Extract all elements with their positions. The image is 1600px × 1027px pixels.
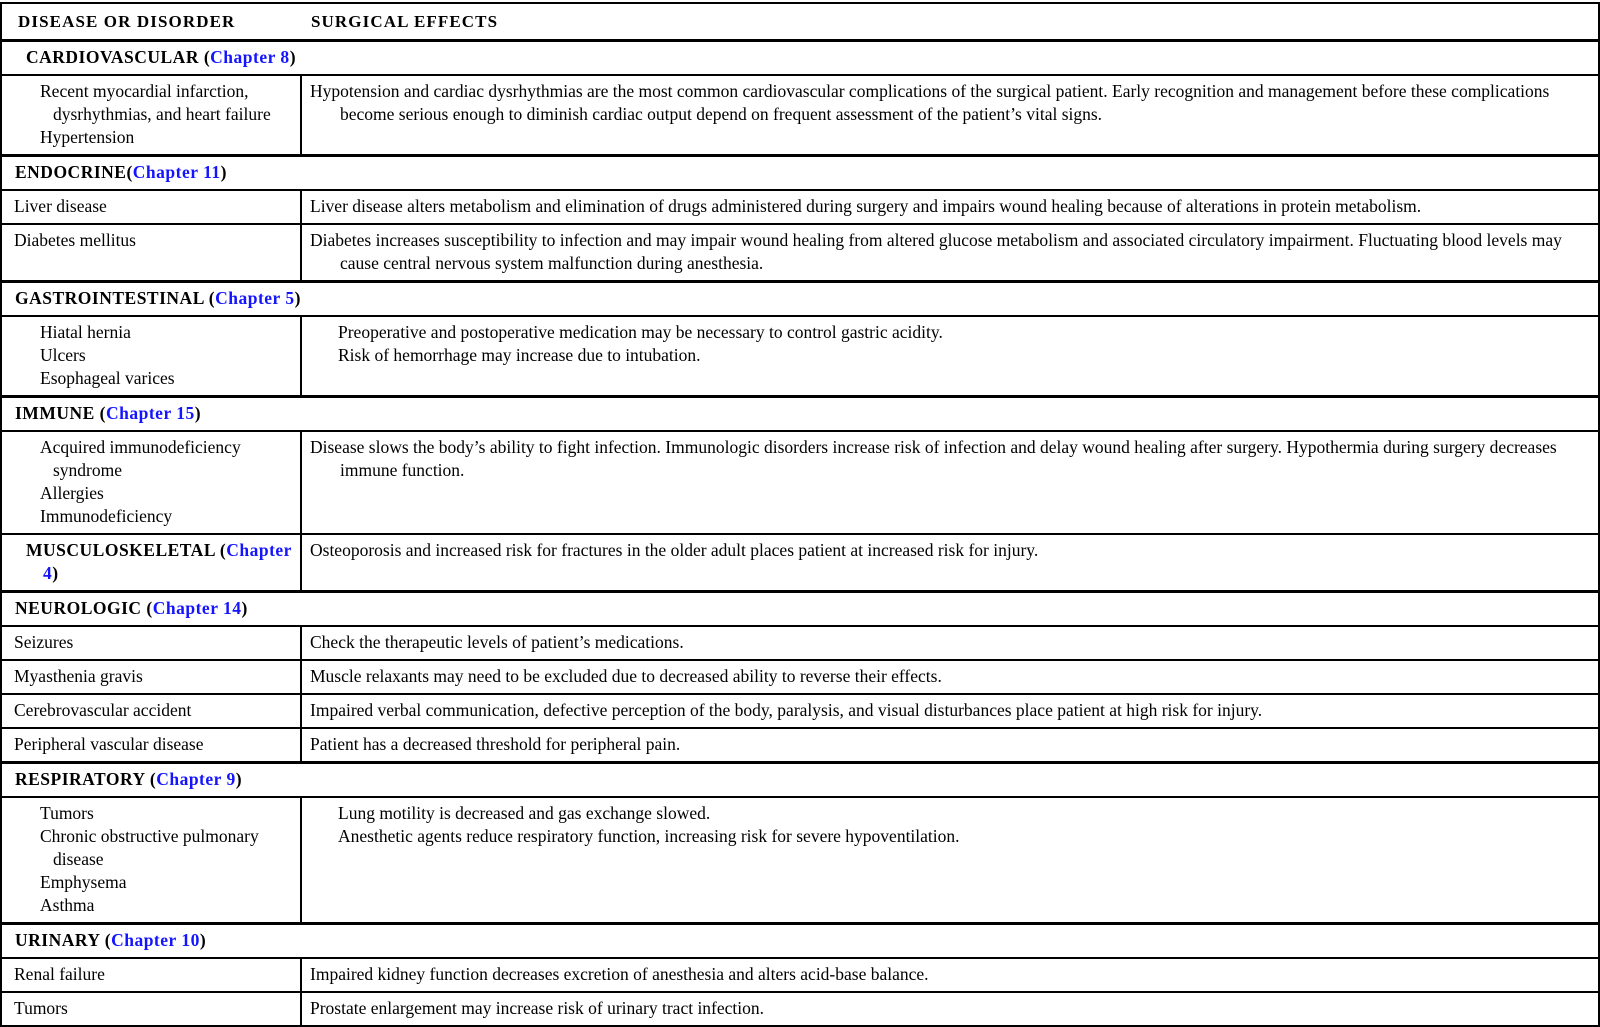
- table-row-liver-disease: [1, 190, 1599, 224]
- column-header-surgical-effects: SURGICAL EFFECTS: [311, 11, 499, 31]
- disease-cell: [1, 660, 301, 694]
- disease-cell: [1, 75, 301, 156]
- effects-cell: [301, 728, 1599, 763]
- section-title-suffix: ): [194, 402, 202, 423]
- effects-cell: [301, 75, 1599, 156]
- table-row-urinary-tumors: [1, 992, 1599, 1026]
- table-row-seizures: [1, 626, 1599, 660]
- section-title-suffix: ): [199, 929, 207, 950]
- disease-item: Seizures: [14, 631, 74, 652]
- disease-item: Hiatal hernia: [40, 321, 131, 342]
- disease-item: Ulcers: [40, 344, 86, 365]
- section-title: IMMUNE (: [15, 402, 106, 423]
- effect-text: Osteoporosis and increased risk for fractures in the older adult places patient at increased risk for injury.: [310, 539, 1039, 560]
- table-header: [2, 4, 1598, 39]
- section-title-suffix: ): [220, 161, 227, 182]
- table-row-peripheral-vascular-disease: [1, 728, 1599, 763]
- section-title: RESPIRATORY (: [15, 768, 157, 789]
- section-title: CARDIOVASCULAR (: [26, 46, 211, 67]
- section-title: GASTROINTESTINAL (: [15, 287, 216, 308]
- table-row-cerebrovascular-accident: [1, 694, 1599, 728]
- section-header-cardiovascular: [1, 40, 1599, 75]
- table-row-musculoskeletal: [1, 534, 1599, 592]
- disease-item: Allergies: [40, 482, 104, 503]
- section-title-suffix: ): [294, 287, 301, 308]
- effect-text: Impaired kidney function decreases excretion of anesthesia and alters acid-base balance.: [310, 963, 929, 984]
- disease-item: Cerebrovascular accident: [14, 699, 192, 720]
- disease-cell: [1, 992, 301, 1026]
- effects-cell: [301, 316, 1599, 397]
- table-row-respiratory: [1, 797, 1599, 924]
- disease-item: Peripheral vascular disease: [14, 733, 204, 754]
- effect-text: Disease slows the body’s ability to fight infection. Immunologic disorders increase risk of infection and delay wound healing after surgery. Hypothermia during surgery decreases immune function.: [310, 436, 1557, 480]
- table-row-gastrointestinal: [1, 316, 1599, 397]
- effect-text: Lung motility is decreased and gas exchange slowed.: [338, 802, 711, 823]
- effects-cell: [301, 992, 1599, 1026]
- effects-cell: [301, 797, 1599, 924]
- section-title: ENDOCRINE(: [15, 161, 133, 182]
- disease-cell: [1, 431, 301, 534]
- effect-text: Patient has a decreased threshold for peripheral pain.: [310, 733, 681, 754]
- effect-text: Anesthetic agents reduce respiratory function, increasing risk for severe hypoventilation.: [338, 825, 960, 846]
- effect-text: Hypotension and cardiac dysrhythmias are the most common cardiovascular complications of the surgical patient. Early recognition and management before these complications become serious enough to diminish cardiac output depend on frequent assessment of the patient’s vital signs.: [310, 80, 1550, 124]
- effects-cell: [301, 958, 1599, 992]
- column-header-disease: DISEASE OR DISORDER: [18, 11, 236, 31]
- effect-text: Impaired verbal communication, defective perception of the body, paralysis, and visual disturbances place patient at high risk for injury.: [310, 699, 1263, 720]
- disease-cell: [1, 316, 301, 397]
- chapter-link-immune[interactable]: Chapter 15: [106, 402, 195, 423]
- effects-cell: [301, 224, 1599, 282]
- disease-item: Renal failure: [14, 963, 105, 984]
- disease-cell: [1, 626, 301, 660]
- effect-text: Diabetes increases susceptibility to infection and may impair wound healing from altered glucose metabolism and associated circulatory impairment. Fluctuating blood levels may cause central nervous system malfunction during anesthesia.: [310, 229, 1562, 273]
- section-header-neurologic: [1, 591, 1599, 626]
- section-header-respiratory: [1, 762, 1599, 797]
- table-header-row: [1, 3, 1599, 40]
- section-header-immune: [1, 396, 1599, 431]
- table-row-cardiovascular: [1, 75, 1599, 156]
- disease-cell: [1, 728, 301, 763]
- section-title: MUSCULOSKELETAL (: [26, 539, 227, 560]
- effects-cell: [301, 534, 1599, 592]
- disease-item: Asthma: [40, 894, 95, 915]
- chapter-link-urinary[interactable]: Chapter 10: [111, 929, 200, 950]
- disease-item: Acquired immunodeficiency syndrome: [40, 436, 241, 480]
- effect-text: Liver disease alters metabolism and elimination of drugs administered during surgery and impairs wound healing because of alterations in protein metabolism.: [310, 195, 1422, 216]
- effect-text: Muscle relaxants may need to be excluded due to decreased ability to reverse their effects.: [310, 665, 942, 686]
- chapter-link-gastrointestinal[interactable]: Chapter 5: [215, 287, 295, 308]
- effects-cell: [301, 660, 1599, 694]
- disease-item: Myasthenia gravis: [14, 665, 143, 686]
- effects-cell: [301, 431, 1599, 534]
- table-row-diabetes-mellitus: [1, 224, 1599, 282]
- disease-item: Immunodeficiency: [40, 505, 173, 526]
- section-header-gastrointestinal: [1, 281, 1599, 316]
- disease-cell: [1, 534, 301, 592]
- section-title-suffix: ): [289, 46, 297, 67]
- section-title-suffix: ): [241, 597, 248, 618]
- section-title-musculoskeletal: [14, 539, 294, 585]
- disease-surgical-effects-table: [0, 2, 1600, 1027]
- table-row-renal-failure: [1, 958, 1599, 992]
- chapter-link-neurologic[interactable]: Chapter 14: [152, 597, 242, 618]
- section-header-urinary: [1, 923, 1599, 958]
- disease-cell: [1, 190, 301, 224]
- effects-cell: [301, 694, 1599, 728]
- disease-item: Emphysema: [40, 871, 127, 892]
- disease-item: Liver disease: [14, 195, 107, 216]
- section-header-endocrine: [1, 155, 1599, 190]
- disease-item: Recent myocardial infarction, dysrhythmias, and heart failure: [40, 80, 271, 124]
- table-row-myasthenia-gravis: [1, 660, 1599, 694]
- chapter-link-respiratory[interactable]: Chapter 9: [156, 768, 236, 789]
- effect-text: Check the therapeutic levels of patient’s medications.: [310, 631, 684, 652]
- disease-item: Diabetes mellitus: [14, 229, 136, 250]
- section-title-suffix: ): [52, 562, 59, 583]
- effects-cell: [301, 626, 1599, 660]
- effect-text: Preoperative and postoperative medication may be necessary to control gastric acidity.: [338, 321, 943, 342]
- section-title-suffix: ): [235, 768, 243, 789]
- effect-text: Prostate enlargement may increase risk of urinary tract infection.: [310, 997, 765, 1018]
- disease-cell: [1, 694, 301, 728]
- chapter-link-cardiovascular[interactable]: Chapter 8: [210, 46, 290, 67]
- effect-text: Risk of hemorrhage may increase due to intubation.: [338, 344, 701, 365]
- chapter-link-musculoskeletal[interactable]: Chapter 4: [43, 539, 292, 583]
- disease-item: Chronic obstructive pulmonary disease: [40, 825, 259, 869]
- disease-item: Tumors: [14, 997, 68, 1018]
- table-row-immune: [1, 431, 1599, 534]
- disease-item: Hypertension: [40, 126, 135, 147]
- disease-item: Esophageal varices: [40, 367, 175, 388]
- chapter-link-endocrine[interactable]: Chapter 11: [132, 161, 221, 182]
- effects-cell: [301, 190, 1599, 224]
- section-title: NEUROLOGIC (: [15, 597, 153, 618]
- disease-cell: [1, 224, 301, 282]
- disease-cell: [1, 958, 301, 992]
- disease-cell: [1, 797, 301, 924]
- section-title: URINARY (: [15, 929, 112, 950]
- disease-item: Tumors: [40, 802, 94, 823]
